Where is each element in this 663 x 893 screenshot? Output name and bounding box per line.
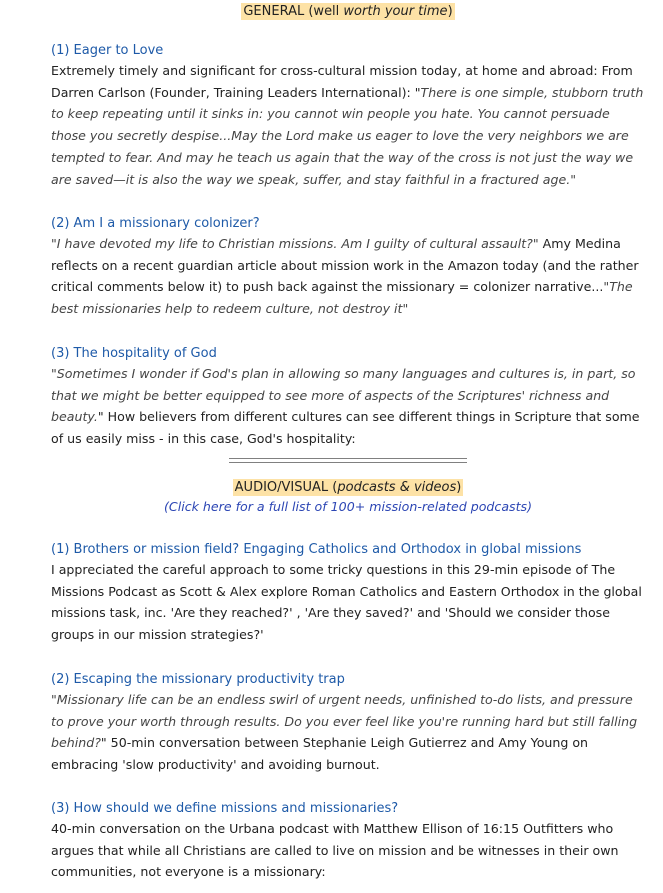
general-item-hospitality-of-god [51,344,645,450]
item-title-link[interactable]: (2) Am I a missionary colonizer? [51,216,260,231]
item-title-link[interactable]: (1) Brothers or mission field? Engaging Catholics and Orthodox in global missions [51,542,582,557]
divider-line-bottom [229,462,467,463]
item-title-link[interactable]: (1) Eager to Love [51,43,164,58]
item-description: "I have devoted my life to Christian missions. Am I guilty of cultural assault?" Amy Medina reflects on a recent guardian article about mission work in the Amazon today (and the rather critical comments below it) to push back against the missionary = colonizer narrative..."The best missionaries help to redeem culture, not destroy it" [51,236,639,317]
audio-section-heading [51,476,645,497]
divider-line-top [229,458,467,459]
audio-item-productivity-trap [51,670,645,776]
item-description: "Missionary life can be an endless swirl of urgent needs, unfinished to-do lists, and pressure to prove your worth through results. Do you ever feel like you're running hard but still falling behind?" 50-min conversation between Stephanie Leigh Gutierrez and Amy Young on embracing 'slow productivity' and avoiding burnout. [51,692,638,773]
item-description: I appreciated the careful approach to some tricky questions in this 29-min episode of The Missions Podcast as Scott & Alex explore Roman Catholics and Eastern Orthodox in the global missions task, inc. 'Are they reached?' , 'Are they saved?' and 'Should we consider those groups in our mission strategies?' [51,562,642,643]
general-item-missionary-colonizer [51,214,645,320]
audio-item-define-missions [51,799,645,883]
general-section-heading [51,0,645,21]
general-item-eager-to-love [51,41,645,190]
general-heading-highlight: GENERAL (well worth your time) [243,4,453,19]
section-divider [51,458,645,463]
item-title-link[interactable]: (3) The hospitality of God [51,346,217,361]
item-description: 40-min conversation on the Urbana podcast with Matthew Ellison of 16:15 Outfitters who argues that while all Christians are called to live on mission and be witnesses in their own communities, not everyone is a missionary: [51,821,619,880]
audio-heading-highlight: AUDIO/VISUAL (podcasts & videos) [234,480,462,495]
item-description: "Sometimes I wonder if God's plan in allowing so many languages and cultures is, in part, so that we might be better equipped to see more of aspects of the Scriptures' richness and beauty." How believers from different cultures can see different things in Scripture that some of us easily miss - in this case, God's hospitality: [51,366,640,447]
audio-item-catholics-orthodox [51,540,645,646]
podcast-list-link[interactable]: (Click here for a full list of 100+ mission-related podcasts) [163,499,533,514]
podcast-list-link-row [51,496,645,516]
item-title-link[interactable]: (3) How should we define missions and missionaries? [51,801,399,816]
item-title-link[interactable]: (2) Escaping the missionary productivity trap [51,672,345,687]
item-description: Extremely timely and significant for cross-cultural mission today, at home and abroad: From Darren Carlson (Founder, Training Leaders International): "There is one simple, stubborn truth to keep repeating until it sinks in: you cannot win people you hate. You cannot persuade those you secretly despise...May the Lord make us eager to love the very neighbors we are tempted to fear. And may he teach us again that the way of the cross is not just the way we are saved—it is also the way we speak, suffer, and stay faithful in a fractured age." [51,63,644,187]
